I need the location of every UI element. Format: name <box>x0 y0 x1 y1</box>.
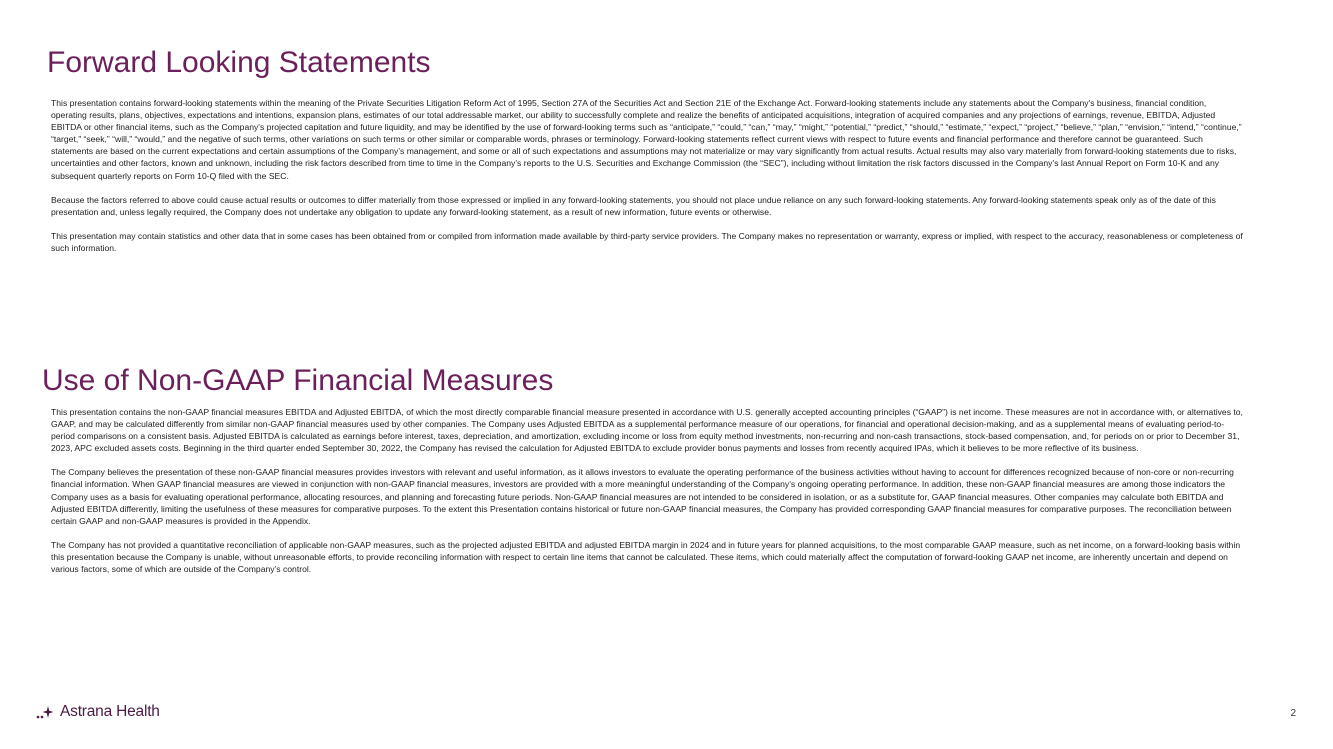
forward-looking-paragraph-3: This presentation may contain statistics and other data that in some cases has been obtained from or compiled from information made available by third-party service providers. The Company makes no representation or warranty, express or implied, with respect to the accuracy, reasonableness or completeness of such information. <box>51 230 1243 253</box>
forward-looking-paragraph-1: This presentation contains forward-looking statements within the meaning of the Private Securities Litigation Reform Act of 1995, Section 27A of the Securities Act and Section 21E of the Exchange Act. Forward-looking statements include any statements about the Company's business, financial condition, operating results, plans, objectives, expectations and intentions, expansion plans, estimates of our total addressable market, our ability to successfully complete and realize the benefits of anticipated acquisitions, integration of acquired companies and any projections of earnings, revenue, EBITDA, Adjusted EBITDA or other financial items, such as the Company's projected capitation and future liquidity, and may be identified by the use of forward-looking terms such as “anticipate,” “could,” “can,” “may,” “might,” “potential,” “predict,” “should,” “estimate,” “expect,” “project,” “believe,” “plan,” “envision,” “intend,” “continue,” “target,” “seek,” “will,” “would,” and the negative of such terms, other variations on such terms or other similar or comparable words, phrases or terminology. Forward-looking statements reflect current views with respect to future events and financial performance and therefore cannot be guaranteed. Such statements are based on the current expectations and certain assumptions of the Company’s management, and some or all of such expectations and assumptions may not materialize or may vary significantly from actual results. Actual results may also vary materially from forward-looking statements due to risks, uncertainties and other factors, known and unknown, including the risk factors described from time to time in the Company’s reports to the U.S. Securities and Exchange Commission (the “SEC”), including without limitation the risk factors discussed in the Company’s last Annual Report on Form 10-K and any subsequent quarterly reports on Form 10-Q filed with the SEC. <box>51 98 1242 181</box>
page-number: 2 <box>1290 708 1296 719</box>
sparkle-dots-icon <box>36 704 54 720</box>
forward-looking-section <box>51 97 1243 254</box>
non-gaap-paragraph-2: The Company believes the presentation of these non-GAAP financial measures provides investors with relevant and useful information, as it allows investors to evaluate the operating performance of the business activities without having to account for differences recognized because of non-core or non-recurring financial information. When GAAP financial measures are viewed in conjunction with non-GAAP financial measures, investors are provided with a more meaningful understanding of the Company’s ongoing operating performance. In addition, these non-GAAP financial measures are among those indicators the Company uses as a basis for evaluating operational performance, allocating resources, and planning and forecasting future periods. Non-GAAP financial measures are not intended to be considered in isolation, or as a substitute for, GAAP financial measures. Other companies may calculate both EBITDA and Adjusted EBITDA differently, limiting the usefulness of these measures for comparative purposes. To the extent this Presentation contains historical or future non-GAAP financial measures, the Company has provided corresponding GAAP financial measures for comparative purposes. The reconciliation between certain GAAP and non-GAAP measures is provided in the Appendix. <box>51 467 1234 526</box>
non-gaap-section <box>51 406 1243 575</box>
non-gaap-title: Use of Non-GAAP Financial Measures <box>42 364 554 397</box>
forward-looking-paragraph-2: Because the factors referred to above could cause actual results or outcomes to differ materially from those expressed or implied in any forward-looking statements, you should not place undue reliance on any such forward-looking statements. Any forward-looking statements speak only as of the date of this presentation and, unless legally required, the Company does not undertake any obligation to update any forward-looking statement, as a result of new information, future events or otherwise. <box>51 194 1216 217</box>
forward-looking-title: Forward Looking Statements <box>47 46 431 79</box>
company-logo <box>36 703 160 721</box>
non-gaap-paragraph-1: This presentation contains the non-GAAP financial measures EBITDA and Adjusted EBITDA, of which the most directly comparable financial measure presented in accordance with U.S. generally accepted accounting principles (“GAAP”) is net income. These measures are not in accordance with, or alternatives to, GAAP, and may be calculated differently from similar non-GAAP financial measures used by other companies. The Company uses Adjusted EBITDA as a supplemental performance measure of our operations, for financial and operational decision-making, and as a supplemental means of evaluating period-to-period comparisons on a consistent basis. Adjusted EBITDA is calculated as earnings before interest, taxes, depreciation, and amortization, excluding income or loss from equity method investments, non-recurring and non-cash transactions, stock-based compensation, and, for periods on or prior to December 31, 2023, APC excluded assets costs. Beginning in the third quarter ended September 30, 2022, the Company has revised the calculation for Adjusted EBITDA to exclude provider bonus payments and losses from recently acquired IPAs, which it believes to be more reflective of its business. <box>51 407 1243 454</box>
logo-text: Astrana Health <box>60 703 160 720</box>
non-gaap-paragraph-3: The Company has not provided a quantitative reconciliation of applicable non-GAAP measures, such as the projected adjusted EBITDA and adjusted EBITDA margin in 2024 and in future years for planned acquisitions, to the most comparable GAAP measure, such as net income, on a forward-looking basis within this presentation because the Company is unable, without unreasonable efforts, to provide reconciling information with respect to certain line items that cannot be calculated. These items, which could materially affect the computation of forward-looking GAAP net income, are inherently uncertain and depend on various factors, some of which are outside of the Company’s control. <box>51 539 1241 575</box>
